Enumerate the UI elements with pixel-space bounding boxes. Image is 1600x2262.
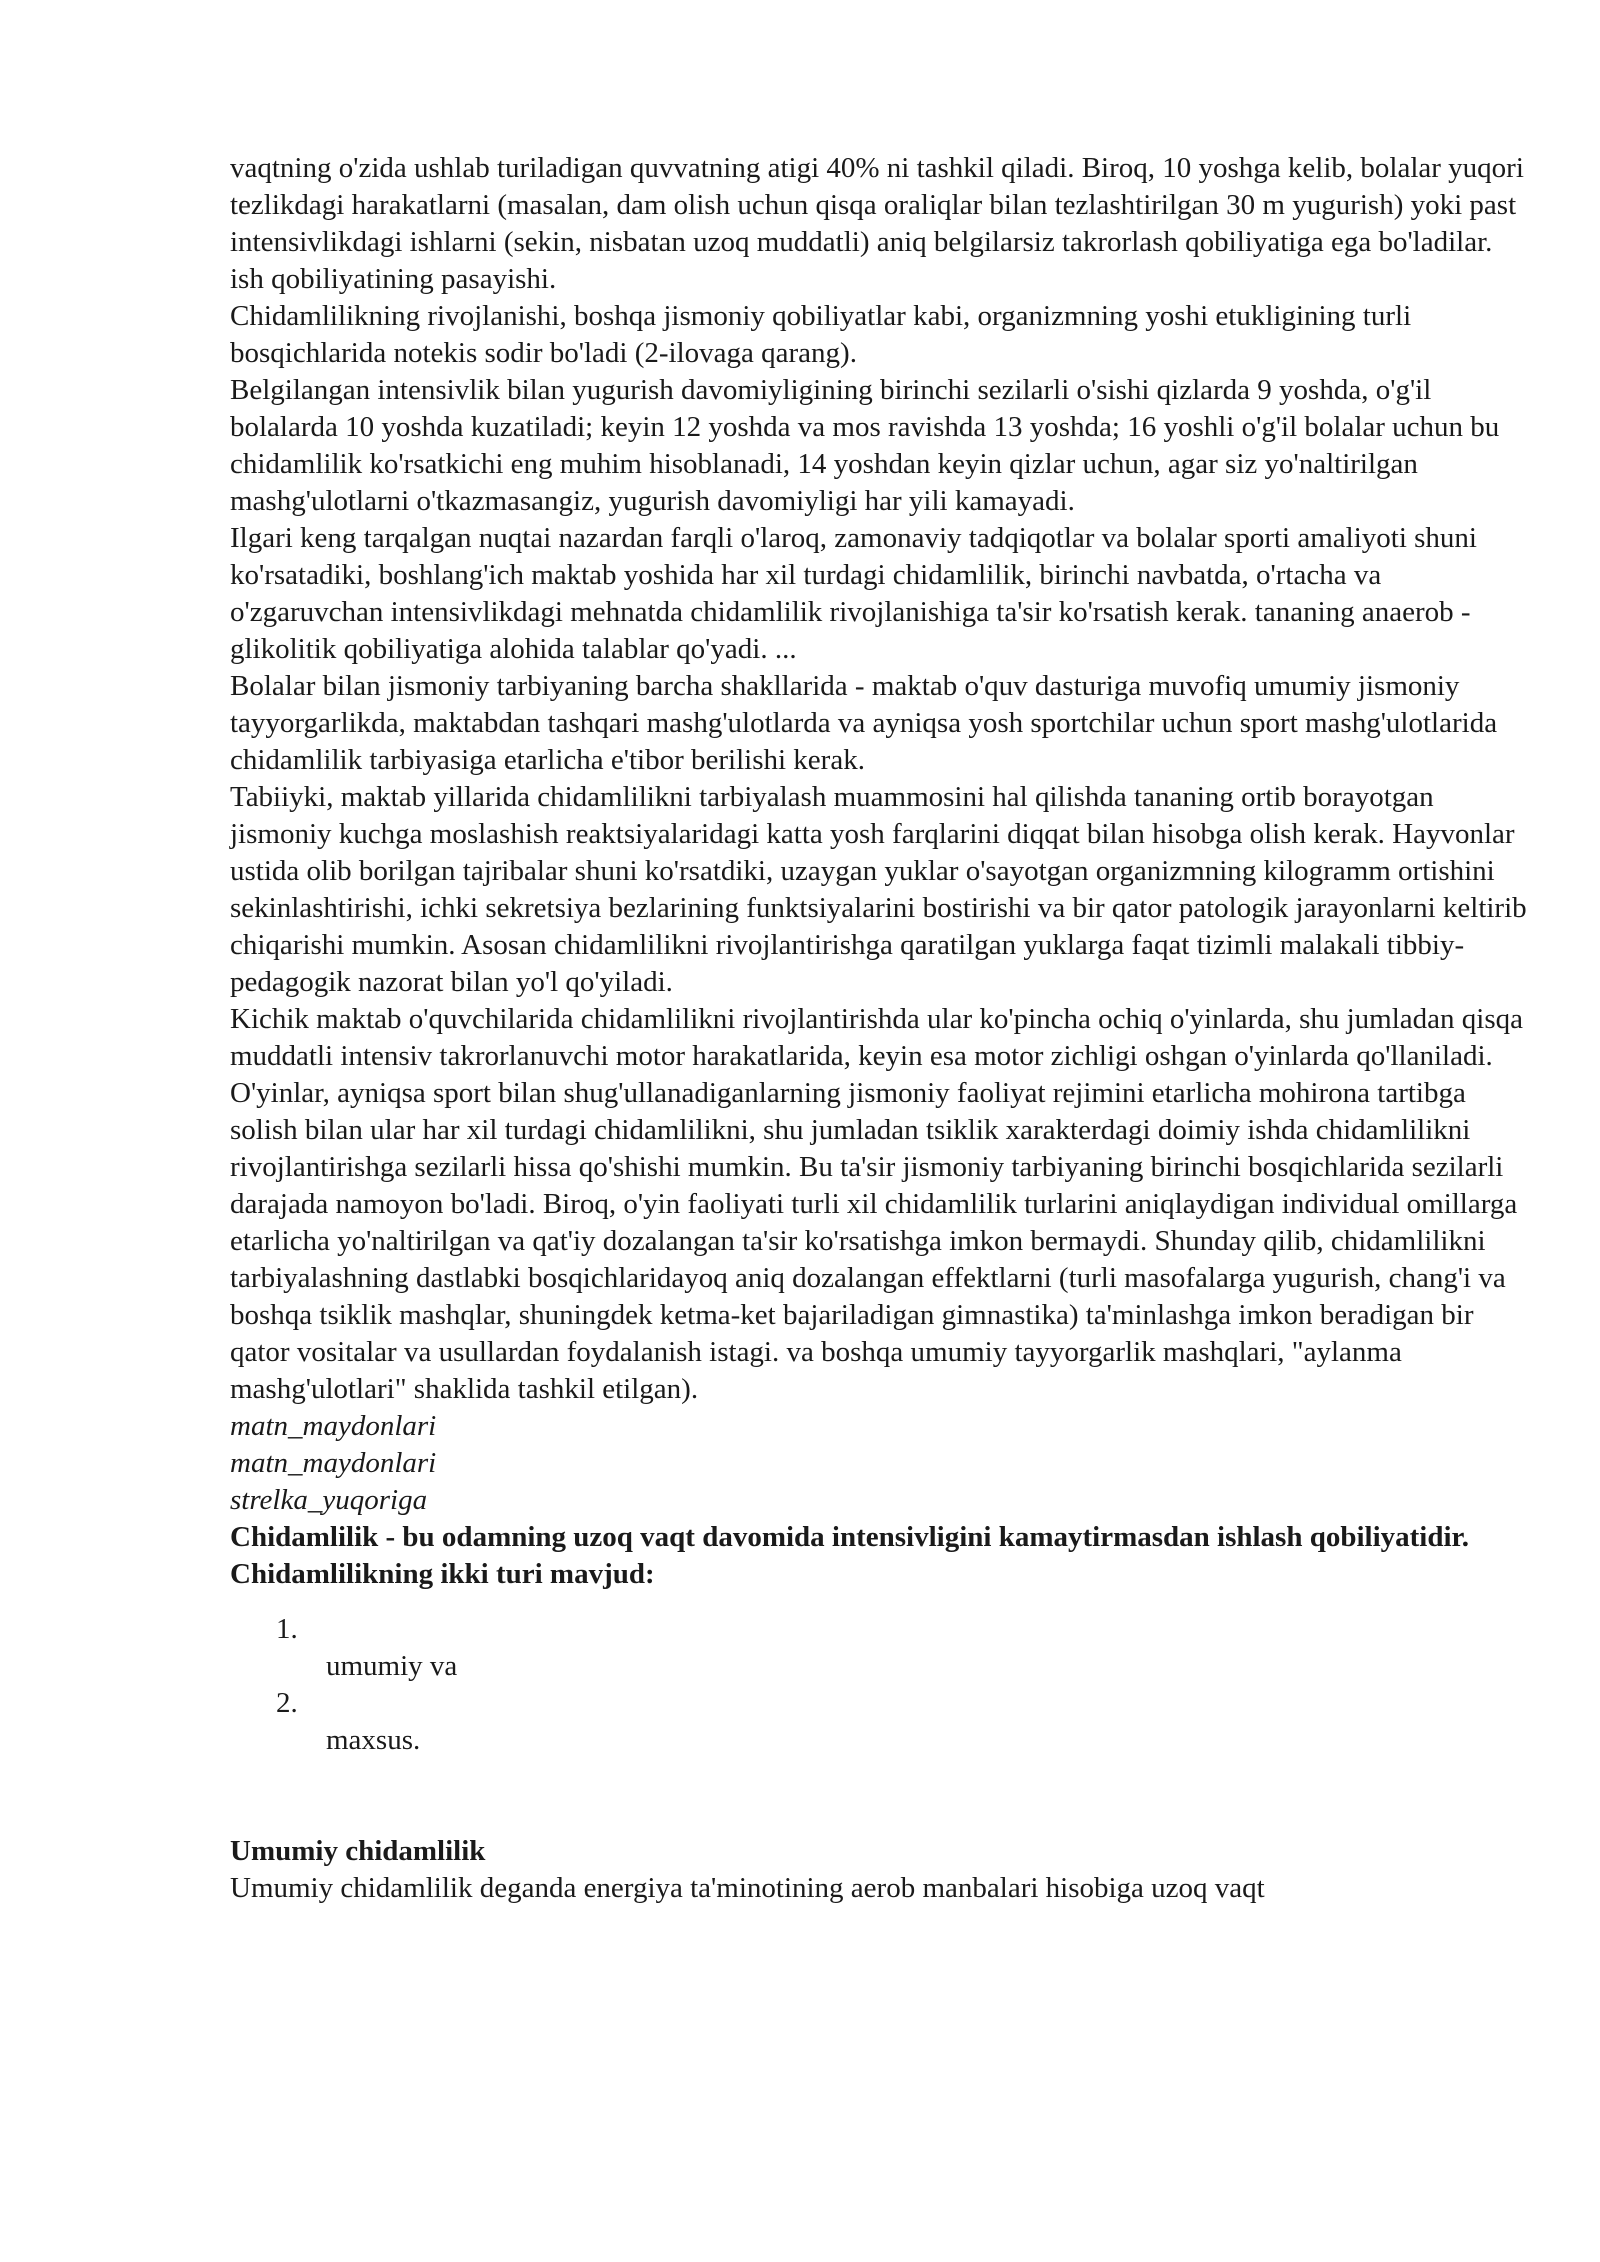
types-heading: Chidamlilikning ikki turi mavjud: bbox=[230, 1558, 655, 1590]
definition-heading: Chidamlilik - bu odamning uzoq vaqt davomida intensivligini kamaytirmasdan ishlash qobiliyatidir. bbox=[230, 1521, 1470, 1553]
list-item-number: 2. bbox=[276, 1687, 298, 1719]
field-placeholder-2: matn_maydonlari bbox=[230, 1447, 437, 1479]
list-item-text: maxsus. bbox=[326, 1724, 421, 1756]
field-placeholder-1: matn_maydonlari bbox=[230, 1410, 437, 1442]
body-paragraph-4: Ilgari keng tarqalgan nuqtai nazardan farqli o'laroq, zamonaviy tadqiqotlar va bolalar sporti amaliyoti shuni ko'rsatadiki, boshlang'ich maktab yoshida har xil turdagi chidamlilik, birinchi navbatda, o'rtacha va o'zgaruvchan intensivlikdagi mehnatda chidamlilik rivojlanishiga ta'sir ko'rsatish kerak. tananing anaerob - glikolitik qobiliyatiga alohida talablar qo'yadi. ... bbox=[230, 522, 1477, 665]
list-item-text: umumiy va bbox=[326, 1650, 458, 1682]
body-paragraph-1: vaqtning o'zida ushlab turiladigan quvvatning atigi 40% ni tashkil qiladi. Biroq, 10 yoshga kelib, bolalar yuqori tezlikdagi harakatlarni (masalan, dam olish uchun qisqa oraliqlar bilan tezlashtirilgan 30 m yugurish) yoki past intensivlikdagi ishlarni (sekin, nisbatan uzoq muddatli) aniq belgilarsiz takrorlash qobiliyatiga ega bo'ladilar. ish qobiliyatining pasayishi. bbox=[230, 152, 1524, 295]
body-paragraph-7: Kichik maktab o'quvchilarida chidamlilikni rivojlantirishda ular ko'pincha ochiq o'yinlarda, shu jumladan qisqa muddatli intensiv takrorlanuvchi motor harakatlarida, keyin esa motor zichligi oshgan o'yinlarda qo'llaniladi. O'yinlar, ayniqsa sport bilan shug'ullanadiganlarning jismoniy faoliyat rejimini etarlicha mohirona tartibga solish bilan ular har xil turdagi chidamlilikni, shu jumladan tsiklik xarakterdagi doimiy ishda chidamlilikni rivojlantirishga sezilarli hissa qo'shishi mumkin. Bu ta'sir jismoniy tarbiyaning birinchi bosqichlarida sezilarli darajada namoyon bo'ladi. Biroq, o'yin faoliyati turli xil chidamlilik turlarini aniqlaydigan individual omillarga etarlicha yo'naltirilgan va qat'iy dozalangan ta'sir ko'rsatishga imkon bermaydi. Shunday qilib, chidamlilikni tarbiyalashning dastlabki bosqichlaridayoq aniq dozalangan effektlarni (turli masofalarga yugurish, chang'i va boshqa tsiklik mashqlar, shuningdek ketma-ket bajariladigan gimnastika) ta'minlashga imkon beradigan bir qator vositalar va usullardan foydalanish istagi. va boshqa umumiy tayyorgarlik mashqlari, "aylanma mashg'ulotlari" shaklida tashkil etilgan). bbox=[230, 1003, 1523, 1405]
section-paragraph: Umumiy chidamlilik deganda energiya ta'minotining aerob manbalari hisobiga uzoq vaqt bbox=[230, 1872, 1265, 1904]
document-page bbox=[230, 150, 1530, 1907]
section-spacer bbox=[230, 1759, 1530, 1833]
body-paragraph-6: Tabiiyki, maktab yillarida chidamlilikni tarbiyalash muammosini hal qilishda tananing ortib borayotgan jismoniy kuchga moslashish reaktsiyalaridagi katta yosh farqlarini diqqat bilan hisobga olish kerak. Hayvonlar ustida olib borilgan tajribalar shuni ko'rsatdiki, uzaygan yuklar o'sayotgan organizmning kilogramm ortishini sekinlashtirishi, ichki sekretsiya bezlarining funktsiyalarini bostirishi va bir qator patologik jarayonlarni keltirib chiqarishi mumkin. Asosan chidamlilikni rivojlantirishga qaratilgan yuklarga faqat tizimli malakali tibbiy-pedagogik nazorat bilan yo'l qo'yiladi. bbox=[230, 781, 1527, 998]
list-item bbox=[230, 1685, 1530, 1759]
body-paragraph-3: Belgilangan intensivlik bilan yugurish davomiyligining birinchi sezilarli o'sishi qizlarda 9 yoshda, o'g'il bolalarda 10 yoshda kuzatiladi; keyin 12 yoshda va mos ravishda 13 yoshda; 16 yoshli o'g'il bolalar uchun bu chidamlilik ko'rsatkichi eng muhim hisoblanadi, 14 yoshdan keyin qizlar uchun, agar siz yo'naltirilgan mashg'ulotlarni o'tkazmasangiz, yugurish davomiyligi har yili kamayadi. bbox=[230, 374, 1500, 517]
body-paragraph-5: Bolalar bilan jismoniy tarbiyaning barcha shakllarida - maktab o'quv dasturiga muvofiq umumiy jismoniy tayyorgarlikda, maktabdan tashqari mashg'ulotlarda va ayniqsa yosh sportchilar uchun sport mashg'ulotlarida chidamlilik tarbiyasiga etarlicha e'tibor berilishi kerak. bbox=[230, 670, 1498, 776]
body-paragraph-2: Chidamlilikning rivojlanishi, boshqa jismoniy qobiliyatlar kabi, organizmning yoshi etukligining turli bosqichlarida notekis sodir bo'ladi (2-ilovaga qarang). bbox=[230, 300, 1412, 369]
section-heading: Umumiy chidamlilik bbox=[230, 1835, 486, 1867]
types-list bbox=[230, 1611, 1530, 1759]
arrow-up-placeholder: strelka_yuqoriga bbox=[230, 1484, 428, 1516]
list-item bbox=[230, 1611, 1530, 1685]
list-item-number: 1. bbox=[276, 1613, 298, 1645]
